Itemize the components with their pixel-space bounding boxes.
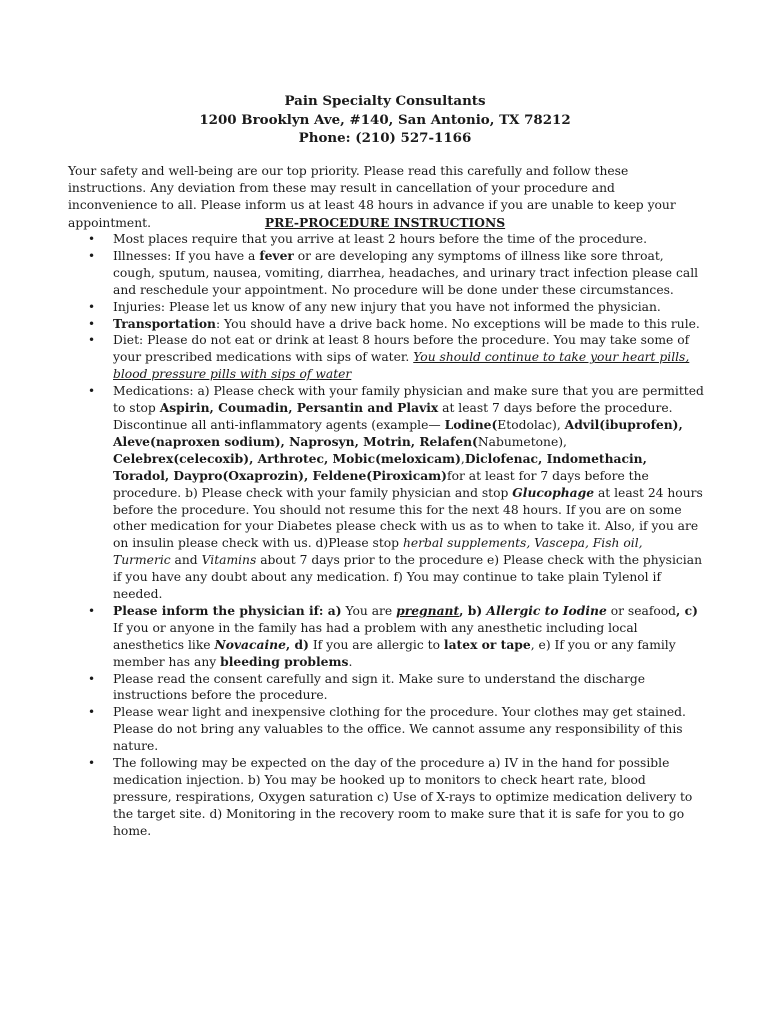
instruction-text: herbal supplements, Vascepa, Fish oil, Turmeric [113, 536, 643, 568]
instruction-text: If you or anyone in the family has had a problem with any anesthetic including local anesthetics like [113, 620, 638, 652]
instruction-item [88, 704, 704, 755]
bullet-icon: • [88, 232, 96, 246]
instruction-text: Diclofenac, Indomethacin, Toradol, Daypro(Oxaprozin), Feldene(Piroxicam) [113, 450, 647, 483]
instruction-text: , b) [459, 602, 487, 618]
instruction-text: Please inform the physician if: a) [113, 602, 342, 618]
instruction-text: If you are allergic to [308, 637, 444, 652]
instruction-text: . [348, 654, 353, 669]
instruction-text: at least 24 hours before the procedure. You should not resume this for the next 48 hours. If you are on some other medication for your Diabetes please check with us as to when to take it. Also, if you are on insulin please check with us. d)Please stop [113, 485, 703, 551]
instruction-text: or seafood [606, 603, 677, 618]
bullet-icon: • [88, 671, 96, 686]
instruction-text: Celebrex(celecoxib), Arthrotec, Mobic(meloxicam) [113, 450, 461, 466]
instruction-item [88, 299, 704, 316]
section-title: PRE-PROCEDURE INSTRUCTIONS [264, 215, 506, 230]
bullet-icon: • [88, 384, 96, 399]
instruction-text: about 7 days prior to the procedure e) Please check with the physician if you have any doubt about any medication. f) You may continue to take plain Tylenol if needed. [113, 553, 702, 602]
letterhead [0, 92, 770, 148]
bullet-icon: • [88, 299, 96, 314]
instruction-text: You are [341, 603, 397, 618]
bullet-icon: • [88, 333, 96, 348]
instruction-text: Vitamins [201, 553, 257, 568]
instruction-text: or are developing any symptoms of illness like sore throat, cough, sputum, nausea, vomiting, diarrhea, headaches, and urinary tract infection please call and reschedule your appointment. No procedure will be done under these circumstances. [113, 248, 699, 297]
instruction-item [88, 383, 704, 603]
clinic-address: 1200 Brooklyn Ave, #140, San Antonio, TX 78212 [199, 111, 571, 128]
instruction-text: : You should have a drive back home. No exceptions will be made to this rule. [216, 316, 700, 331]
instruction-text: Lodine( [444, 416, 498, 432]
bullet-icon: • [88, 756, 96, 771]
instruction-item [88, 248, 704, 299]
instruction-text: , d) [285, 636, 309, 652]
instruction-item [88, 231, 704, 248]
instructions-list [88, 231, 704, 840]
bullet-icon: • [88, 316, 96, 331]
bullet-icon: • [88, 705, 96, 720]
instruction-text: fever [259, 247, 294, 263]
instruction-text: Illnesses: If you have a [113, 248, 260, 263]
instruction-text: , e) If you or any family member has any [113, 637, 676, 669]
instruction-text: latex or tape [443, 636, 531, 652]
instruction-text: The following may be expected on the day of the procedure a) IV in the hand for possible medication injection. b) You may be hooked up to monitors to check heart rate, blood pressure, respirations, Oxygen saturation c) Use of X-rays to optimize medication delivery to the target site. d) Monitoring in the recovery room to make sure that it is safe for you to go home. [113, 756, 693, 838]
instruction-item [88, 603, 704, 671]
instruction-text: Nabumetone), [477, 434, 567, 449]
instruction-item [88, 332, 704, 383]
instruction-text: Aspirin, Coumadin, Persantin and Plavix [159, 400, 439, 416]
instruction-text: pregnant [396, 602, 460, 618]
instruction-item [88, 316, 704, 333]
instruction-text: Diet: Please do not eat or drink at least 8 hours before the procedure. You may take some of your prescribed medications with sips of water. [113, 333, 690, 365]
instruction-text: Etodolac), [497, 417, 565, 432]
instruction-text: Transportation [113, 315, 216, 331]
instruction-text: bleeding problems [220, 653, 349, 669]
instruction-text: Glucophage [512, 484, 595, 500]
bullet-icon: • [88, 603, 96, 618]
instruction-item [88, 671, 704, 705]
bullet-icon: • [88, 248, 96, 263]
instruction-text: for at least for 7 days before the procedure. b) Please check with your family physician and stop [113, 468, 649, 500]
instruction-text: Medications: a) Please check with your family physician and make sure that you are permitted to stop [113, 384, 704, 416]
clinic-name: Pain Specialty Consultants [284, 93, 486, 109]
instruction-text: at least 7 days before the procedure. Discontinue all anti-inflammatory agents (example— [113, 401, 673, 432]
instruction-text: , c) [676, 602, 698, 618]
instruction-text: and [170, 553, 202, 568]
instruction-text: Please wear light and inexpensive clothing for the procedure. Your clothes may get stained. Please do not bring any valuables to the office. We cannot assume any responsibility of this nature. [113, 705, 686, 754]
instruction-text: Advil(ibuprofen), Aleve(naproxen sodium), Naprosyn, Motrin, Relafen( [113, 416, 683, 449]
instruction-text: You should continue to take your heart pills, blood pressure pills with sips of water [113, 350, 690, 382]
instruction-item [88, 755, 704, 840]
clinic-phone: Phone: (210) 527-1166 [298, 130, 472, 146]
instruction-text: Most places require that you arrive at least 2 hours before the time of the procedure. [113, 232, 647, 246]
instruction-text: Novacaine [214, 636, 286, 652]
instruction-text: Please read the consent carefully and sign it. Make sure to understand the discharge instructions before the procedure. [113, 671, 646, 703]
instruction-text: , [460, 451, 465, 466]
instruction-text: Injuries: Please let us know of any new injury that you have not informed the physician. [113, 299, 661, 314]
instruction-text: Allergic to Iodine [486, 602, 607, 618]
intro-paragraph: Your safety and well-being are our top priority. Please read this carefully and follow these instructions. Any deviation from these may result in cancellation of your procedure and inconvenience to all. Please inform us at least 48 hours in advance if you are unable to keep your appointment. [68, 164, 676, 230]
